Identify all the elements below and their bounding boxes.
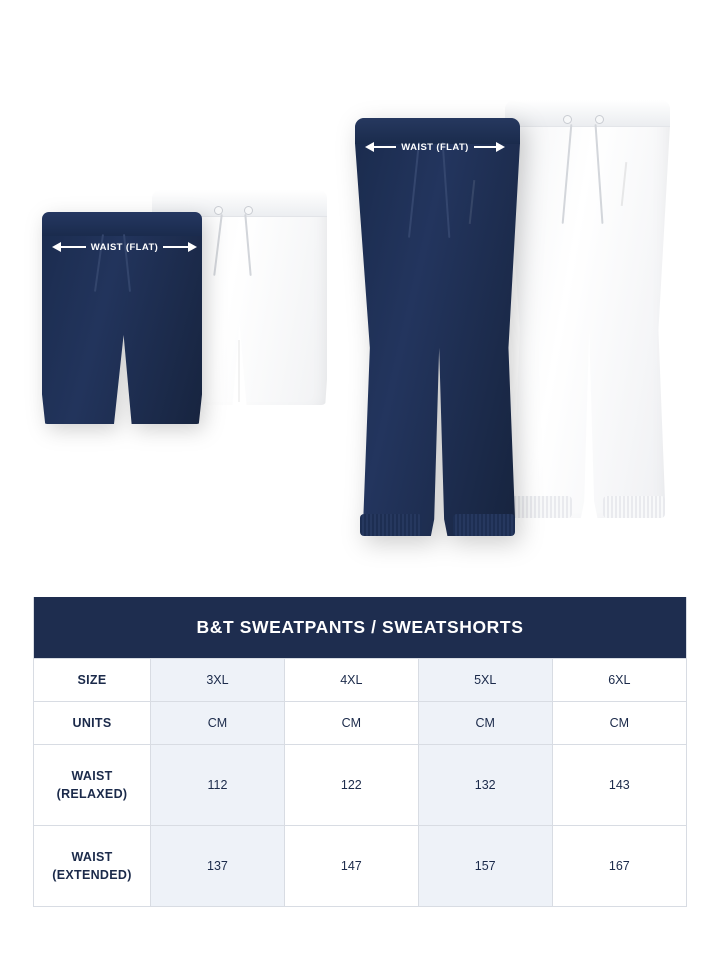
cell-units-6xl: CM bbox=[552, 702, 686, 745]
table-row-units bbox=[34, 702, 686, 745]
cell-waist-extended-6xl: 167 bbox=[552, 826, 686, 907]
row-label-line2: (RELAXED) bbox=[56, 787, 128, 801]
drawstring-cord bbox=[595, 124, 604, 224]
cell-waist-extended-5xl: 157 bbox=[418, 826, 552, 907]
navy-pants-cuff-right bbox=[453, 514, 515, 536]
table-row-waist-relaxed bbox=[34, 745, 686, 826]
white-pants-cuff-right bbox=[603, 496, 665, 518]
pants-waist-measurement bbox=[365, 140, 505, 154]
drawstring-cord bbox=[562, 124, 573, 224]
navy-pants-drawstring bbox=[407, 140, 457, 248]
row-label-line1: WAIST bbox=[71, 849, 113, 864]
row-label-waist-relaxed bbox=[34, 745, 151, 826]
size-chart-table bbox=[34, 658, 686, 906]
row-label-units: UNITS bbox=[34, 702, 151, 745]
cell-waist-relaxed-4xl: 122 bbox=[284, 745, 418, 826]
row-label-line2: (EXTENDED) bbox=[52, 868, 132, 882]
navy-pants-cuff-left bbox=[360, 514, 422, 536]
cell-size-5xl: 5XL bbox=[418, 659, 552, 702]
white-shorts-drawstring bbox=[212, 212, 256, 282]
table-row-size bbox=[34, 659, 686, 702]
drawstring-cord bbox=[244, 214, 251, 276]
size-chart-title: B&T SWEATPANTS / SWEATSHORTS bbox=[34, 597, 686, 658]
cell-units-4xl: CM bbox=[284, 702, 418, 745]
sweatpants-illustration bbox=[345, 100, 690, 530]
size-chart bbox=[33, 597, 687, 907]
shorts-waist-measurement bbox=[52, 240, 197, 254]
pants-waist-label: WAIST (FLAT) bbox=[401, 141, 469, 153]
cell-waist-relaxed-5xl: 132 bbox=[418, 745, 552, 826]
arrow-left-icon bbox=[365, 142, 374, 152]
row-label-size: SIZE bbox=[34, 659, 151, 702]
measure-line bbox=[61, 246, 86, 248]
arrow-left-icon bbox=[52, 242, 61, 252]
row-label-waist-extended bbox=[34, 826, 151, 907]
measure-line bbox=[163, 246, 188, 248]
cell-waist-relaxed-3xl: 112 bbox=[151, 745, 285, 826]
sweatshorts-illustration bbox=[42, 190, 332, 435]
table-row-waist-extended bbox=[34, 826, 686, 907]
measure-line bbox=[374, 146, 396, 148]
cell-waist-extended-4xl: 147 bbox=[284, 826, 418, 907]
drawstring-cord bbox=[213, 214, 223, 276]
navy-sweatpants bbox=[355, 118, 520, 536]
cell-size-3xl: 3XL bbox=[151, 659, 285, 702]
white-sweatpants bbox=[505, 100, 670, 518]
row-label-line1: WAIST bbox=[71, 768, 113, 783]
cell-units-3xl: CM bbox=[151, 702, 285, 745]
white-shorts-seam bbox=[238, 340, 240, 402]
drawstring-cord bbox=[408, 142, 420, 238]
arrow-right-icon bbox=[496, 142, 505, 152]
white-pants-drawstring bbox=[559, 122, 609, 232]
cell-waist-extended-3xl: 137 bbox=[151, 826, 285, 907]
drawstring-cord bbox=[442, 142, 451, 238]
shorts-waist-label: WAIST (FLAT) bbox=[90, 241, 159, 253]
measure-line bbox=[474, 146, 496, 148]
cell-size-6xl: 6XL bbox=[552, 659, 686, 702]
arrow-right-icon bbox=[188, 242, 197, 252]
cell-units-5xl: CM bbox=[418, 702, 552, 745]
cell-waist-relaxed-6xl: 143 bbox=[552, 745, 686, 826]
eyelet-icon bbox=[563, 115, 572, 124]
cell-size-4xl: 4XL bbox=[284, 659, 418, 702]
eyelet-icon bbox=[595, 115, 604, 124]
